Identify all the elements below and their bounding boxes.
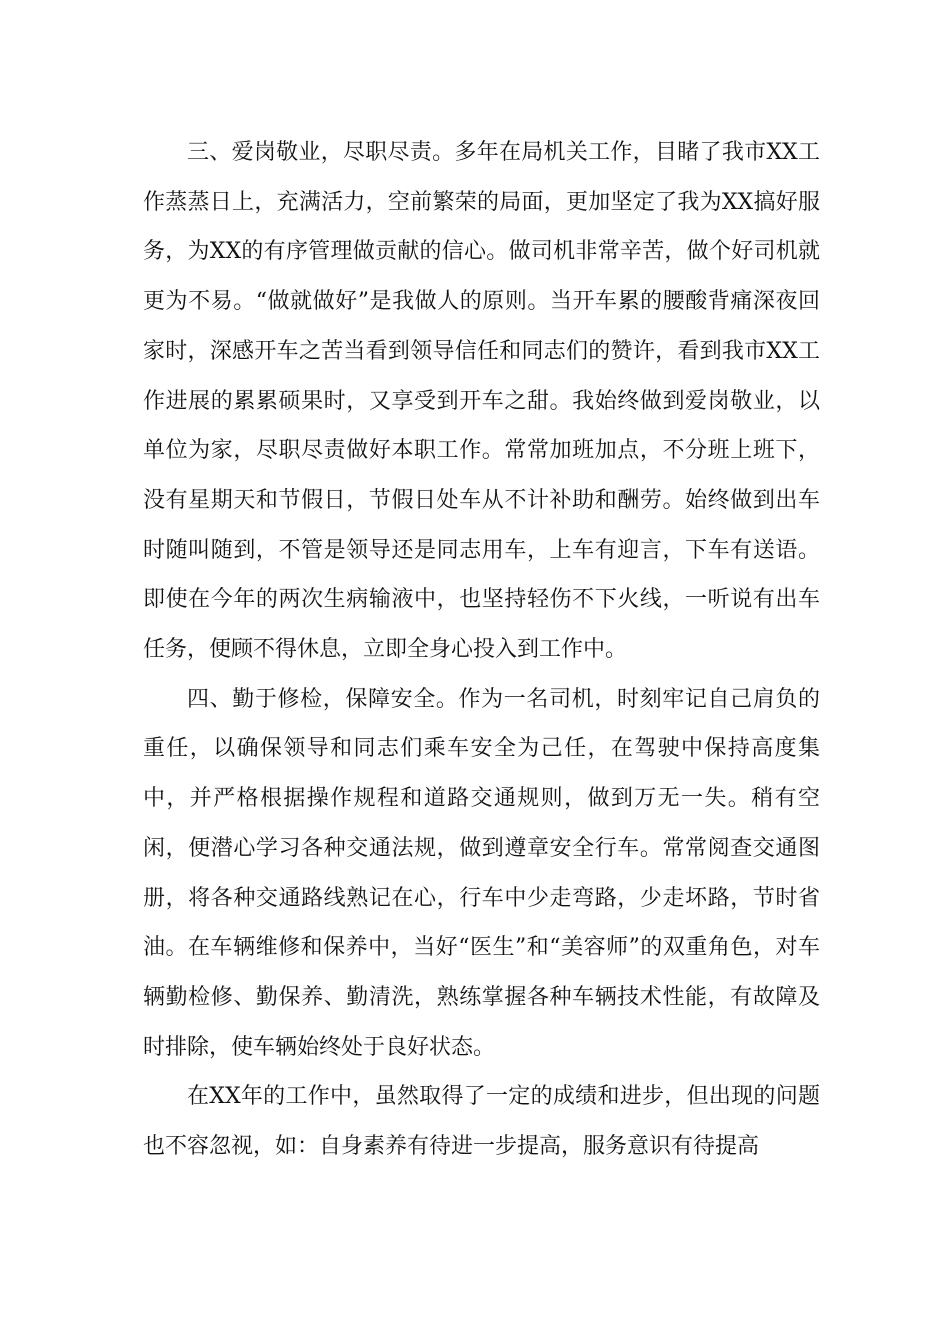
paragraph-problems: 在XX年的工作中，虽然取得了一定的成绩和进步，但出现的问题也不容忽视，如：自身素养有待进一步提高，服务意识有待提高 bbox=[143, 1084, 820, 1160]
paragraph-safety: 四、勤于修检，保障安全。作为一名司机，时刻牢记自己肩负的重任，以确保领导和同志们乘车安全为己任，在驾驶中保持高度集中，并严格根据操作规程和道路交通规则，做到万无一失。稍有空闲，便潜心学习各种交通法规，做到遵章安全行车。常常阅查交通图册，将各种交通路线熟记在心，行车中少走弯路，少走坏路，节时省油。在车辆维修和保养中，当好“医生”和“美容师”的双重角色，对车辆勤检修、勤保养、勤清洗，熟练掌握各种车辆技术性能，有故障及时排除，使车辆始终处于良好状态。 bbox=[143, 686, 820, 1060]
document-body bbox=[143, 128, 820, 1172]
paragraph-dedication: 三、爱岗敬业，尽职尽责。多年在局机关工作，目睹了我市XX工作蒸蒸日上，充满活力，空前繁荣的局面，更加坚定了我为XX搞好服务，为XX的有序管理做贡献的信心。做司机非常辛苦，做个好司机就更为不易。“做就做好”是我做人的原则。当开车累的腰酸背痛深夜回家时，深感开车之苦当看到领导信任和同志们的赞许，看到我市XX工作进展的累累硕果时，又享受到开车之甜。我始终做到爱岗敬业，以单位为家，尽职尽责做好本职工作。常常加班加点，不分班上班下，没有星期天和节假日，节假日处车从不计补助和酬劳。始终做到出车时随叫随到，不管是领导还是同志用车，上车有迎言，下车有送语。即使在今年的两次生病输液中，也坚持轻伤不下火线，一听说有出车任务，便顾不得休息，立即全身心投入到工作中。 bbox=[143, 140, 820, 663]
